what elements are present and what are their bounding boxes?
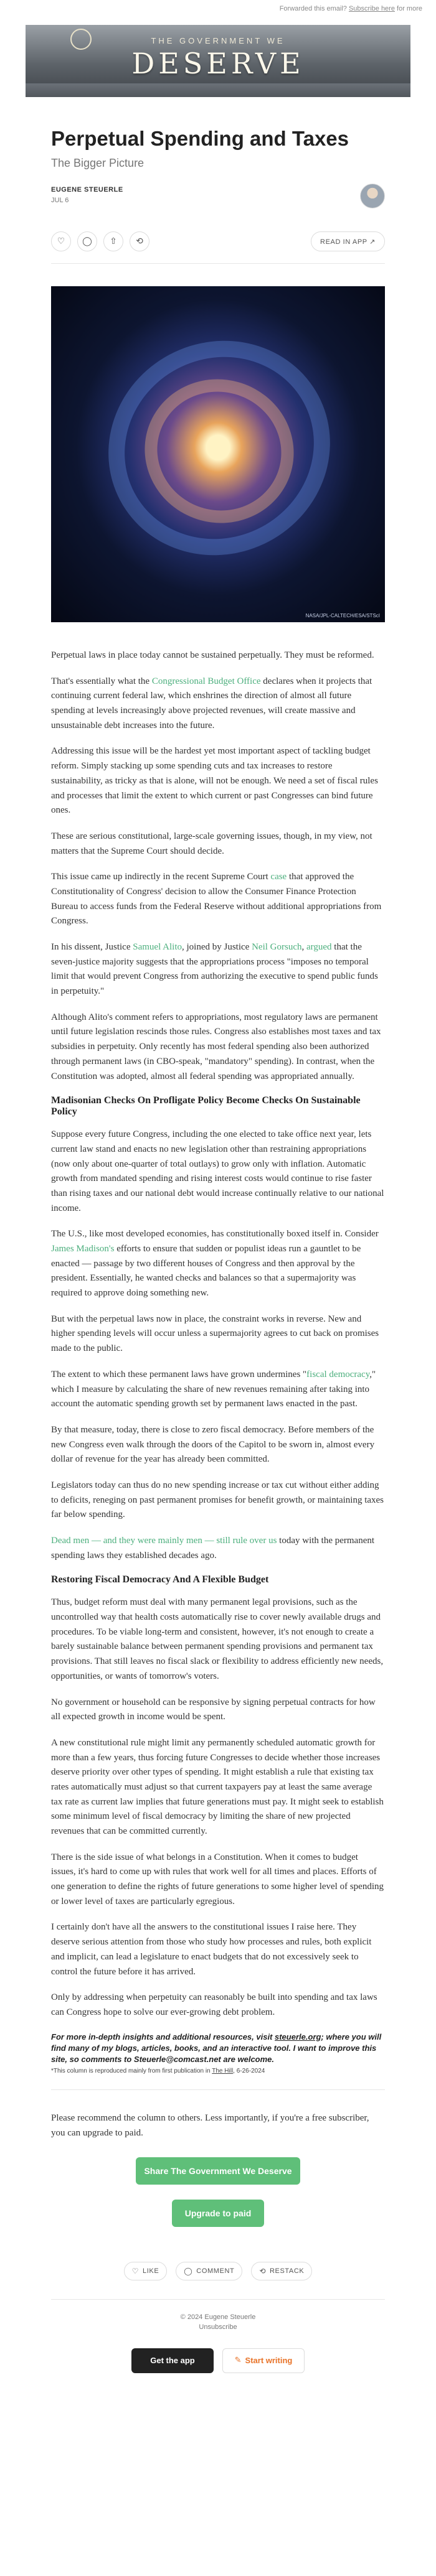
- subscribe-link[interactable]: Subscribe here: [348, 5, 395, 12]
- author-avatar[interactable]: [360, 184, 385, 208]
- paragraph: Only by addressing when perpetuity can reasonably be built into spending and tax laws can Congress hope to solve our ever-growing debt problem.: [51, 1992, 377, 2017]
- resources-note: For more in-depth insights and additional resources, visit steuerle.org; where you will find many of my blogs, articles, books, and an interactive tool. I want to improve this site, so comments to Steuerle@comcast.net are welcome.: [51, 2032, 382, 2064]
- paragraph: That's essentially what the Congressional Budget Office declares when it projects that continuing current federal law, which enshrines the direction of almost all future spending at levels increasingly above projected revenues, will create massive and unsustainable debt increases into the future.: [51, 676, 372, 730]
- upgrade-button[interactable]: Upgrade to paid: [172, 2200, 264, 2227]
- paragraph: I certainly don't have all the answers to the constitutional issues I raise here. They deserve serious attention from those who study how processes and rules, both explicit and implicit, can lead a legislature to enact budgets that do not excessively seek to control the future before it has arrived.: [51, 1922, 372, 1977]
- paragraph: The U.S., like most developed economies, has constitutionally boxed itself in. Consider James Madison's efforts to ensure that sudden or populist ideas run a gauntlet to be enacted — passage by two different houses of Congress and then approval by the president. Essentially, he wanted checks and balances so that a supermajority was required to approve doing something new.: [51, 1229, 379, 1299]
- restack-button[interactable]: ⟲ RESTACK: [251, 2262, 312, 2280]
- divider: [51, 2299, 385, 2300]
- heart-icon: ♡: [131, 2266, 140, 2275]
- paragraph: But with the perpetual laws now in place, the constraint works in reverse. New and higher spending levels will occur unless a supermajority agrees to cut back on promises made to the public.: [51, 1314, 379, 1354]
- outro-text: Please recommend the column to others. Less importantly, if you're a free subscriber, you can upgrade to paid.: [51, 2113, 369, 2138]
- comment-icon: ◯: [184, 2266, 193, 2275]
- the-hill-link[interactable]: The Hill: [212, 2068, 234, 2075]
- share-icon[interactable]: ⇧: [103, 231, 123, 251]
- madison-link[interactable]: James Madison's: [51, 1244, 115, 1254]
- comment-button[interactable]: ◯ COMMENT: [176, 2262, 242, 2280]
- start-writing-button[interactable]: ✎ Start writing: [222, 2348, 305, 2373]
- footer-actions: [0, 2262, 436, 2280]
- paragraph: A new constitutional rule might limit any permanently scheduled automatic growth for more than a few years, thus forcing future Congresses to decide whether those increases deserve priority over other types of spending. It might establish a rule that existing tax rates automatically must adjust so that current taxpayers pay at least the same average tax rate as current law implies that future generations must pay. It might seek to establish some minimum level of fiscal democracy by limiting the share of new projected revenues that can be committed currently.: [51, 1737, 384, 1836]
- image-credit: NASA/JPL-CALTECH/ESA/STScI: [305, 613, 380, 618]
- post-title[interactable]: Perpetual Spending and Taxes: [51, 127, 349, 150]
- paragraph: No government or household can be responsive by signing perpetual contracts for how all expected growth in income would be spent.: [51, 1697, 376, 1722]
- unsubscribe-link[interactable]: Unsubscribe: [199, 2323, 237, 2331]
- post-subtitle: The Bigger Picture: [51, 157, 145, 169]
- paragraph: Perpetual laws in place today cannot be sustained perpetually. They must be reformed.: [51, 650, 374, 660]
- post-body: [51, 648, 385, 2074]
- dead-men-link[interactable]: Dead men — and they were mainly men — still rule over us: [51, 1536, 277, 1546]
- restack-icon: ⟲: [259, 2266, 266, 2275]
- paragraph: Legislators today can thus do no new spending increase or tax cut without either adding to deficits, reneging on past permanent promises for benefit growth, or maintaining taxes far below spending.: [51, 1480, 384, 1520]
- read-in-app-button[interactable]: READ IN APP ↗: [311, 231, 385, 251]
- forward-note-tail: for more: [397, 5, 422, 12]
- heart-icon[interactable]: ♡: [51, 231, 71, 251]
- comment-icon[interactable]: ◯: [77, 231, 97, 251]
- alito-link[interactable]: Samuel Alito: [133, 942, 182, 952]
- pen-icon: ✎: [234, 2356, 242, 2365]
- get-app-button[interactable]: Get the app: [131, 2348, 214, 2373]
- case-link[interactable]: case: [270, 872, 287, 882]
- banner-main: DESERVE: [131, 47, 305, 80]
- post-actions: [51, 231, 385, 252]
- banner-pre: THE GOVERNMENT WE: [151, 36, 285, 45]
- paragraph: Dead men — and they were mainly men — still rule over us today with the permanent spending laws they established decades ago.: [51, 1536, 375, 1561]
- copyright: © 2024 Eugene Steuerle: [180, 2313, 256, 2321]
- paragraph: This issue came up indirectly in the recent Supreme Court case that approved the Constitutionality of Congress' decision to allow the Consumer Finance Protection Bureau to access funds from the Federal Reserve without additional appropriations from Congress.: [51, 872, 382, 926]
- paragraph: Thus, budget reform must deal with many permanent legal provisions, such as the uncontrolled way that health costs automatically rise to cover newly available drugs and procedures. To be viable long-term and consistent, however, it's not enough to create a barely sustainable balance between permanent spending provisions and permanent tax provisions. That still leaves no fiscal slack or flexibility to address efficiently new needs, opportunities, or wants of tomorrow's voters.: [51, 1597, 384, 1681]
- paragraph: By that measure, today, there is close to zero fiscal democracy. Before members of the new Congress even walk through the doors of the Capitol to be sworn in, almost every dollar of revenue for the year has already been committed.: [51, 1424, 375, 1465]
- like-button[interactable]: ♡ LIKE: [124, 2262, 168, 2280]
- argued-link[interactable]: argued: [306, 942, 332, 952]
- section-heading: Restoring Fiscal Democracy And A Flexible Budget: [51, 1574, 269, 1585]
- forward-note-text: Forwarded this email?: [279, 5, 347, 12]
- byline: [51, 186, 385, 211]
- divider: [51, 2089, 385, 2090]
- paragraph: These are serious constitutional, large-scale governing issues, though, in my view, not matters that the Supreme Court should decide.: [51, 831, 372, 856]
- share-publication-button[interactable]: Share The Government We Deserve: [136, 2157, 300, 2185]
- cbo-link[interactable]: Congressional Budget Office: [151, 676, 261, 686]
- fiscal-democracy-link[interactable]: fiscal democracy: [306, 1369, 370, 1379]
- author-name[interactable]: EUGENE STEUERLE: [51, 186, 123, 194]
- divider: [51, 263, 385, 264]
- paragraph: Although Alito's comment refers to appropriations, most regulatory laws are permanent until future legislation rescinds those rules. Congress also establishes most taxes and tax subsidies in perpetuity. Only recently has most federal spending also been authorized through permanent laws (in CBO-speak, "mandatory" spending). In contrast, when the Constitution was adopted, almost all federal spending was appropriated annually.: [51, 1012, 381, 1081]
- publication-banner[interactable]: [26, 25, 410, 97]
- paragraph: The extent to which these permanent laws have grown undermines "fiscal democracy," which I measure by calculating the share of new revenues remaining after taking into account the automatic spending growth set by permanent laws enacted in the past.: [51, 1369, 376, 1409]
- paragraph: Suppose every future Congress, including the one elected to take office next year, lets current law stand and enacts no new legislation other than restraining appropriations (now only about one-quarter of total outlays) to grow only with inflation. Automatic growth from mandated spending and rising interest costs would continue to rise faster than rising taxes and our national debt would increase continually relative to our national income.: [51, 1129, 384, 1213]
- gorsuch-link[interactable]: Neil Gorsuch: [252, 942, 302, 952]
- paragraph: In his dissent, Justice Samuel Alito, joined by Justice Neil Gorsuch, argued that the seven-justice majority suggests that the appropriations process "imposes no temporal limit that would prevent Congress from authorizing the executive to spend public funds in perpetuity.": [51, 942, 378, 997]
- app-row: [0, 2348, 436, 2373]
- paragraph: There is the side issue of what belongs in a Constitution. When it comes to budget issues, it's hard to come up with rules that work well for all times and places. Efforts of one generation to define the rights of future generations to some higher level of spending or lower level of taxes are particularly egregious.: [51, 1852, 384, 1906]
- steuerle-link[interactable]: steuerle.org: [275, 2032, 321, 2042]
- forward-note: [0, 0, 436, 16]
- post-date: JUL 6: [51, 197, 69, 204]
- paragraph: Addressing this issue will be the hardest yet most important aspect of tackling budget reform. Simply stacking up some spending cuts and tax increases to restore sustainability, as tricky as that is alone, will not be enough. We need a set of fiscal rules and processes that limit the extent to which current or past Congresses can bind future ones.: [51, 746, 378, 816]
- restack-icon[interactable]: ⟲: [130, 231, 149, 251]
- galaxy-image[interactable]: [51, 286, 385, 622]
- reprint-note: *This column is reproduced mainly from first publication in The Hill, 6-26-2024: [51, 2068, 265, 2075]
- section-heading: Madisonian Checks On Profligate Policy Become Checks On Sustainable Policy: [51, 1095, 361, 1118]
